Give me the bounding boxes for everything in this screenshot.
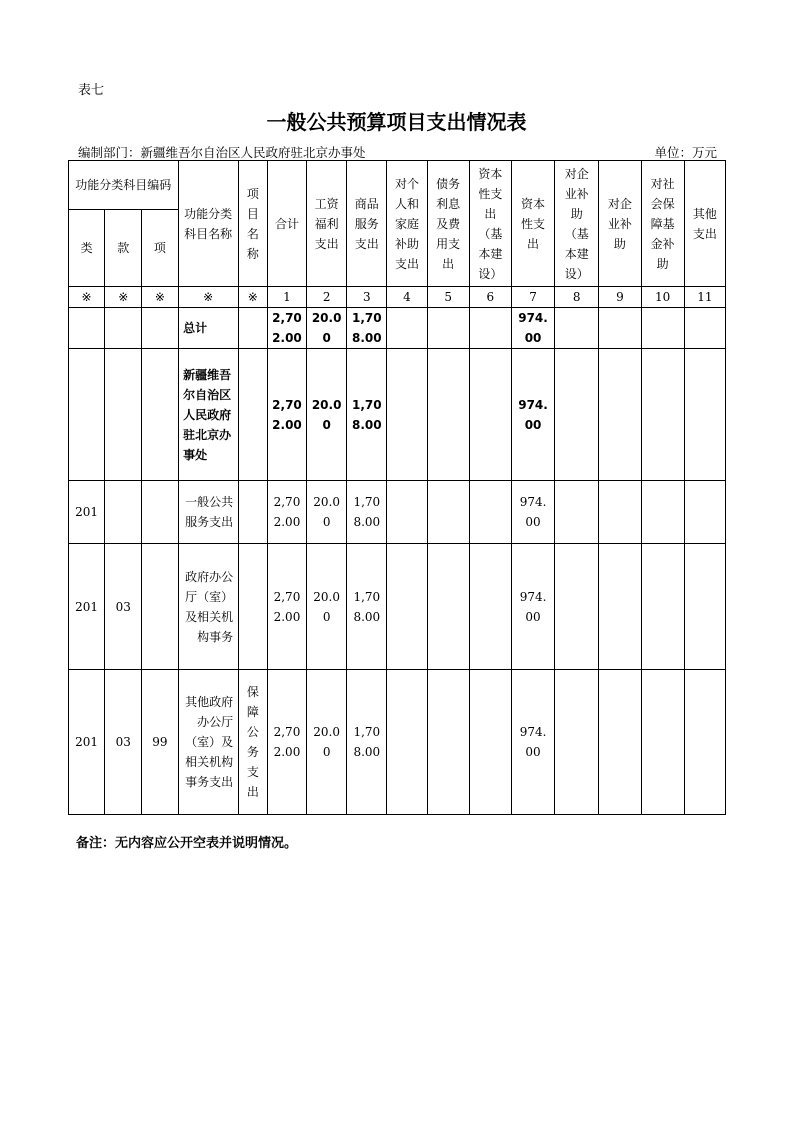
cell-empty bbox=[387, 481, 427, 544]
data-rows bbox=[69, 308, 726, 815]
cell-empty bbox=[469, 670, 511, 815]
cell-empty bbox=[387, 308, 427, 349]
cell-total-text: 2,702.00 bbox=[272, 311, 302, 345]
index-cell: 10 bbox=[641, 287, 684, 308]
cell-capital bbox=[511, 481, 554, 544]
cell-kuan bbox=[105, 349, 142, 481]
header-wage: 工资福利支出 bbox=[307, 161, 347, 287]
table-row bbox=[69, 544, 726, 670]
unit-label: 单位：万元 bbox=[654, 145, 717, 160]
table-row bbox=[69, 481, 726, 544]
cell-empty bbox=[599, 308, 641, 349]
header-lei: 类 bbox=[69, 210, 105, 287]
index-cell: ※ bbox=[238, 287, 267, 308]
cell-empty bbox=[641, 670, 684, 815]
cell-empty bbox=[427, 544, 469, 670]
index-cell: 6 bbox=[469, 287, 511, 308]
cell-empty bbox=[555, 670, 599, 815]
cell-total bbox=[267, 481, 306, 544]
header-total: 合计 bbox=[267, 161, 306, 287]
cell-project bbox=[238, 308, 267, 349]
header-row-1 bbox=[69, 161, 726, 210]
cell-total bbox=[267, 670, 306, 815]
header-capital: 资本性支出 bbox=[511, 161, 554, 287]
cell-wage-text: 20.00 bbox=[313, 495, 340, 529]
cell-empty bbox=[469, 544, 511, 670]
cell-goods bbox=[347, 481, 387, 544]
footnote: 备注：无内容应公开空表并说明情况。 bbox=[76, 836, 298, 851]
cell-wage-text: 20.00 bbox=[313, 589, 340, 624]
cell-empty bbox=[469, 308, 511, 349]
cell-xiang bbox=[142, 308, 178, 349]
cell-empty bbox=[387, 349, 427, 481]
cell-capital bbox=[511, 349, 554, 481]
header-personal: 对个人和家庭补助支出 bbox=[387, 161, 427, 287]
cell-goods bbox=[347, 544, 387, 670]
header-social: 对社会保障基金补助 bbox=[641, 161, 684, 287]
table-row bbox=[69, 308, 726, 349]
header-enterprise-basic: 对企业补助（基本建设） bbox=[555, 161, 599, 287]
cell-empty bbox=[427, 308, 469, 349]
cell-goods-text: 1,708.00 bbox=[353, 725, 381, 759]
cell-lei: 201 bbox=[69, 670, 105, 815]
cell-empty bbox=[599, 670, 641, 815]
cell-func_name-text: 政府办公厅（室）及相关机构事务 bbox=[185, 569, 234, 644]
index-cell: 4 bbox=[387, 287, 427, 308]
cell-wage bbox=[307, 308, 347, 349]
cell-wage bbox=[307, 670, 347, 815]
cell-empty bbox=[555, 308, 599, 349]
index-cell: ※ bbox=[105, 287, 142, 308]
header-kuan: 款 bbox=[105, 210, 142, 287]
cell-goods-text: 1,708.00 bbox=[353, 495, 381, 529]
cell-capital-text: 974.00 bbox=[519, 725, 547, 759]
cell-empty bbox=[555, 481, 599, 544]
cell-kuan: 03 bbox=[105, 670, 142, 815]
cell-total bbox=[267, 308, 306, 349]
cell-xiang bbox=[142, 544, 178, 670]
index-cell: ※ bbox=[69, 287, 105, 308]
cell-goods-text: 1,708.00 bbox=[352, 311, 382, 345]
header-func-name: 功能分类科目名称 bbox=[178, 161, 238, 287]
cell-func_name-text: 总计 bbox=[183, 321, 208, 335]
department-line: 编制部门：新疆维吾尔自治区人民政府驻北京办事处 bbox=[78, 145, 366, 160]
index-cell: 1 bbox=[267, 287, 306, 308]
cell-empty bbox=[599, 349, 641, 481]
cell-xiang bbox=[142, 481, 178, 544]
cell-empty bbox=[599, 481, 641, 544]
cell-empty bbox=[599, 544, 641, 670]
cell-empty bbox=[641, 308, 684, 349]
cell-capital bbox=[511, 670, 554, 815]
cell-lei bbox=[69, 308, 105, 349]
index-cell: 2 bbox=[307, 287, 347, 308]
cell-func_name-text: 其他政府办公厅（室）及相关机构事务支出 bbox=[185, 695, 234, 789]
cell-capital-text: 974.00 bbox=[519, 589, 547, 624]
cell-wage-text: 20.00 bbox=[311, 397, 342, 432]
cell-wage bbox=[307, 481, 347, 544]
cell-total bbox=[267, 349, 306, 481]
cell-project bbox=[238, 481, 267, 544]
cell-project bbox=[238, 349, 267, 481]
cell-xiang bbox=[142, 349, 178, 481]
cell-func_name bbox=[178, 481, 238, 544]
cell-capital-text: 974.00 bbox=[519, 495, 547, 529]
index-cell: ※ bbox=[178, 287, 238, 308]
cell-lei: 201 bbox=[69, 481, 105, 544]
cell-empty bbox=[387, 544, 427, 670]
index-cell: 7 bbox=[511, 287, 554, 308]
cell-goods bbox=[347, 670, 387, 815]
index-cell: 5 bbox=[427, 287, 469, 308]
header-enterprise: 对企业补助 bbox=[599, 161, 641, 287]
cell-wage bbox=[307, 544, 347, 670]
cell-func_name-text: 一般公共服务支出 bbox=[185, 495, 234, 529]
cell-wage-text: 20.00 bbox=[313, 725, 340, 759]
cell-goods-text: 1,708.00 bbox=[353, 589, 381, 624]
cell-kuan bbox=[105, 481, 142, 544]
table-label: 表七 bbox=[78, 83, 105, 98]
cell-project-text: 保障公务支出 bbox=[246, 685, 259, 799]
header-goods: 商品服务支出 bbox=[347, 161, 387, 287]
cell-empty bbox=[684, 670, 725, 815]
cell-lei bbox=[69, 349, 105, 481]
cell-func_name-text: 新疆维吾尔自治区人民政府驻北京办事处 bbox=[183, 367, 232, 462]
cell-wage bbox=[307, 349, 347, 481]
header-project-name: 项目名称 bbox=[238, 161, 267, 287]
cell-func_name bbox=[178, 544, 238, 670]
cell-empty bbox=[427, 349, 469, 481]
header-other: 其他支出 bbox=[684, 161, 725, 287]
index-cell: 3 bbox=[347, 287, 387, 308]
cell-func_name bbox=[178, 308, 238, 349]
cell-total-text: 2,702.00 bbox=[273, 495, 301, 529]
cell-empty bbox=[469, 481, 511, 544]
header-debt: 债务利息及费用支出 bbox=[427, 161, 469, 287]
cell-total-text: 2,702.00 bbox=[273, 725, 301, 759]
cell-empty bbox=[427, 670, 469, 815]
cell-empty bbox=[684, 544, 725, 670]
header-func-code: 功能分类科目编码 bbox=[69, 161, 179, 210]
cell-empty bbox=[641, 544, 684, 670]
header-xiang: 项 bbox=[142, 210, 178, 287]
cell-total bbox=[267, 544, 306, 670]
cell-project bbox=[238, 544, 267, 670]
cell-goods-text: 1,708.00 bbox=[352, 397, 382, 432]
cell-kuan: 03 bbox=[105, 544, 142, 670]
cell-empty bbox=[684, 349, 725, 481]
cell-empty bbox=[684, 481, 725, 544]
cell-kuan bbox=[105, 308, 142, 349]
table-row bbox=[69, 349, 726, 481]
cell-capital bbox=[511, 544, 554, 670]
cell-xiang: 99 bbox=[142, 670, 178, 815]
cell-empty bbox=[427, 481, 469, 544]
index-cell: 8 bbox=[555, 287, 599, 308]
cell-empty bbox=[555, 349, 599, 481]
cell-empty bbox=[387, 670, 427, 815]
cell-capital bbox=[511, 308, 554, 349]
budget-table bbox=[68, 160, 726, 815]
page-title: 一般公共预算项目支出情况表 bbox=[266, 110, 527, 134]
cell-total-text: 2,702.00 bbox=[273, 589, 301, 624]
index-row bbox=[69, 287, 726, 308]
index-cell: 9 bbox=[599, 287, 641, 308]
cell-empty bbox=[684, 308, 725, 349]
cell-lei: 201 bbox=[69, 544, 105, 670]
cell-capital-text: 974.00 bbox=[518, 397, 548, 432]
cell-goods bbox=[347, 308, 387, 349]
cell-empty bbox=[469, 349, 511, 481]
cell-wage-text: 20.00 bbox=[311, 311, 342, 345]
cell-func_name bbox=[178, 349, 238, 481]
cell-empty bbox=[641, 481, 684, 544]
table-row bbox=[69, 670, 726, 815]
cell-project bbox=[238, 670, 267, 815]
index-cell: ※ bbox=[142, 287, 178, 308]
cell-empty bbox=[641, 349, 684, 481]
header-capital-basic: 资本性支出（基本建设） bbox=[469, 161, 511, 287]
cell-goods bbox=[347, 349, 387, 481]
cell-capital-text: 974.00 bbox=[518, 311, 548, 345]
cell-total-text: 2,702.00 bbox=[272, 397, 302, 432]
cell-empty bbox=[555, 544, 599, 670]
index-cell: 11 bbox=[684, 287, 725, 308]
cell-func_name bbox=[178, 670, 238, 815]
